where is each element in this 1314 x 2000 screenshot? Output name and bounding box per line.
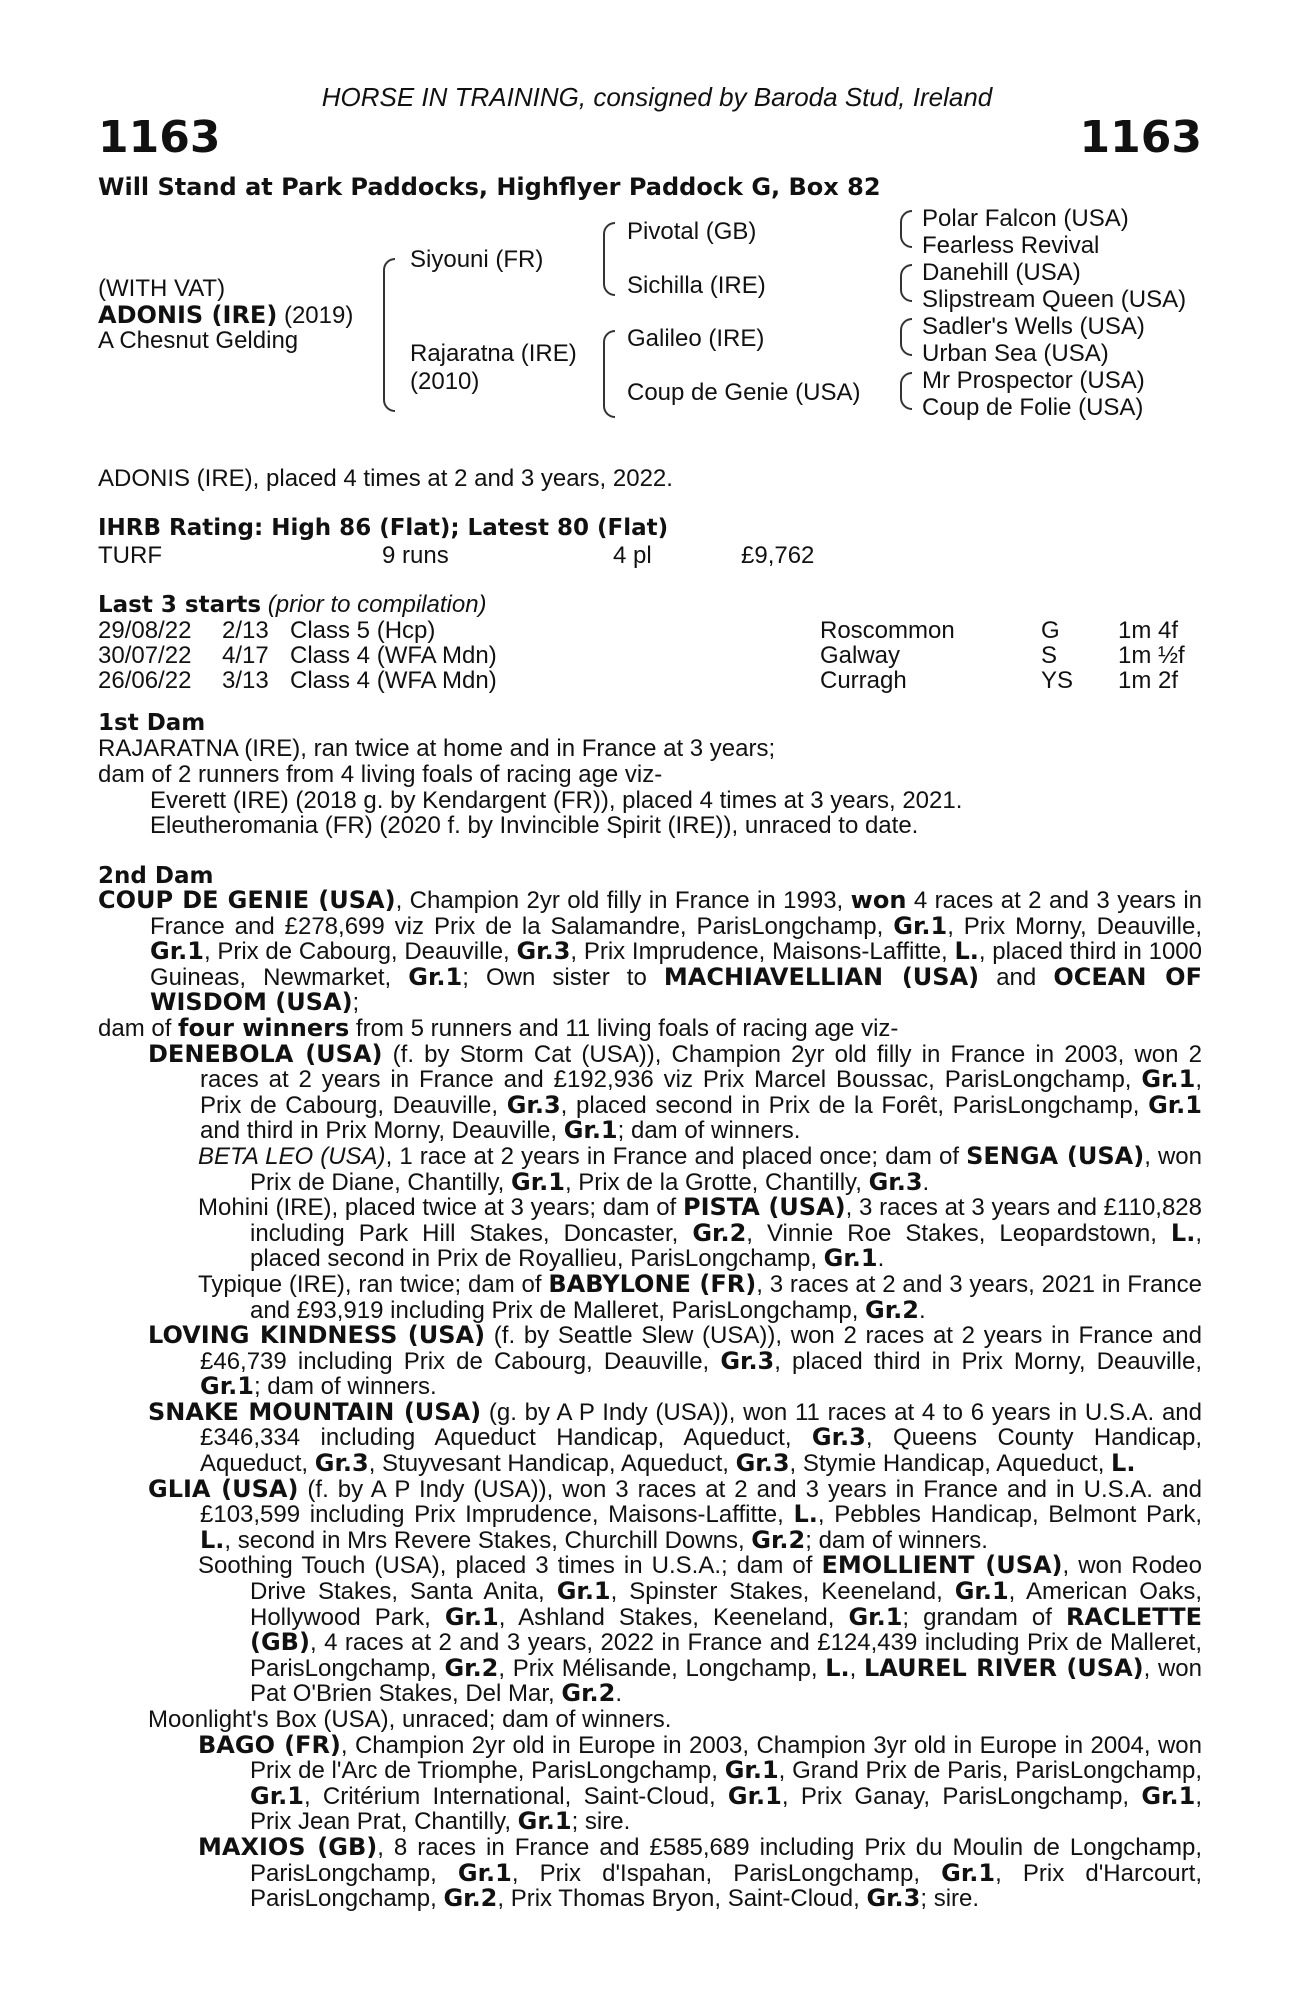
sd-sire: Danehill (USA) [922,259,1081,286]
start-distance: 1m ½f [1118,642,1185,669]
start-date: 26/06/22 [98,667,192,694]
ss-dam: Fearless Revival [922,232,1100,259]
first-dam-line1: RAJARATNA (IRE), ran twice at home and in France at 3 years; [98,735,776,762]
snake-mountain-entry: SNAKE MOUNTAIN (USA) (g. by A P Indy (USA)), won 11 races at 4 to 6 years in U.S.A. and £346,334 including Aqueduct Handicap, Aqueduct, Gr.3, Queens County Handicap, Aqueduct, Gr.3, Stuyvesant Handicap, Aqueduct, Gr.3, Stymie Handicap, Aqueduct, L. [148,1397,1203,1478]
first-dam-line2: dam of 2 runners from 4 living foals of racing age viz- [98,761,663,788]
start-position: 4/17 [222,642,269,669]
lot-number-left: 1163 [98,112,221,163]
denebola-entry: DENEBOLA (USA) (f. by Storm Cat (USA)), Champion 2yr old filly in France in 2003, won 2 races at 2 years in France and £192,936 viz Prix Marcel Boussac, ParisLongchamp, Gr.1, Prix de Cabourg, Deauville, Gr.3, placed second in Prix de la Forêt, ParisLongchamp, Gr.1 and third in Prix Morny, Deauville, Gr.1; dam of winners. [148,1039,1203,1145]
start-distance: 1m 2f [1118,667,1179,694]
dam-year: (2010) [410,368,480,395]
dd-sire: Mr Prospector (USA) [922,367,1145,394]
sire-brace [603,222,615,296]
summary: ADONIS (IRE), placed 4 times at 2 and 3 years, 2022. [98,465,673,492]
start-date: 29/08/22 [98,617,192,644]
first-dam-foal: Eleutheromania (FR) (2020 f. by Invincible Spirit (IRE)), unraced to date. [150,812,919,839]
start-course: Galway [820,642,901,669]
loving-kindness-entry: LOVING KINDNESS (USA) (f. by Seattle Slew (USA)), won 2 races at 2 years in France and £46,739 including Prix de Cabourg, Deauville, Gr.3, placed third in Prix Morny, Deauville, Gr.1; dam of winners. [148,1321,1202,1401]
start-course: Roscommon [820,617,955,644]
first-dam-foal: Everett (IRE) (2018 g. by Kendargent (FR)), placed 4 times at 3 years, 2021. [150,787,963,814]
dam-sire: Galileo (IRE) [627,325,765,352]
coup-de-genie-entry: COUP DE GENIE (USA), Champion 2yr old filly in France in 1993, won 4 races at 2 and 3 years in France and £278,699 viz Prix de la Salamandre, ParisLongchamp, Gr.1, Prix Morny, Deauville, Gr.1, Prix de Cabourg, Deauville, Gr.3, Prix Imprudence, Maisons-Laffitte, L., placed third in 1000 Guineas, Newmarket, Gr.1; Own sister to MACHIAVELLIAN (USA) and OCEAN OF WISDOM (USA); [98,886,1203,1017]
dam-dam: Coup de Genie (USA) [627,379,861,406]
consignment-line: HORSE IN TRAINING, consigned by Baroda Stud, Ireland [321,82,993,112]
dd-dam: Coup de Folie (USA) [922,394,1144,421]
beta-leo-entry: BETA LEO (USA), 1 race at 2 years in France and placed once; dam of SENGA (USA), won Prix de Diane, Chantilly, Gr.1, Prix de la Grotte, Chantilly, Gr.3. [198,1141,1202,1196]
start-position: 2/13 [222,617,269,644]
typique-entry: Typique (IRE), ran twice; dam of BABYLONE (FR), 3 races at 2 and 3 years, 2021 in France and £93,919 including Prix de Malleret, ParisLongchamp, Gr.2. [198,1269,1203,1324]
first-dam-title: 1st Dam [98,710,206,736]
rating-placed: 4 pl [613,542,652,569]
glia-entry: GLIA (USA) (f. by A P Indy (USA)), won 3 races at 2 and 3 years in France and in U.S.A. and £103,599 including Prix Imprudence, Maisons-Laffitte, L., Pebbles Handicap, Belmont Park, L., second in Mrs Revere Stakes, Churchill Downs, Gr.2; dam of winners. [148,1474,1202,1554]
second-dam-title: 2nd Dam [98,863,214,889]
bago-entry: BAGO (FR), Champion 2yr old in Europe in 2003, Champion 3yr old in Europe in 2004, won Prix de l'Arc de Triomphe, ParisLongchamp, Gr.1, Grand Prix de Paris, ParisLongchamp, Gr.1, Critérium International, Saint-Cloud, Gr.1, Prix Ganay, ParisLongchamp, Gr.1, Prix Jean Prat, Chantilly, Gr.1; sire. [198,1730,1202,1836]
vat-note: (WITH VAT) [98,275,226,302]
start-going: S [1041,642,1058,669]
start-going: YS [1041,667,1074,694]
lot-number-right: 1163 [1079,112,1202,163]
horse-description: A Chesnut Gelding [98,327,299,354]
second-dam-body [98,888,1202,1912]
horse-name: ADONIS (IRE) [98,301,278,329]
dam-of-line: dam of four winners from 5 runners and 11 living foals of racing age viz- [98,1013,899,1042]
starts-heading [98,591,487,619]
sd-dam: Slipstream Queen (USA) [922,286,1187,313]
dam-brace [603,330,615,418]
starts-note: (prior to compilation) [267,591,487,618]
horse-heading [98,301,353,330]
starts-title: Last 3 starts [98,592,262,618]
horse-year: (2019) [283,302,354,329]
dd-brace [900,372,912,410]
soothing-touch-entry: Soothing Touch (USA), placed 3 times in U.S.A.; dam of EMOLLIENT (USA), won Rodeo Drive Stakes, Santa Anita, Gr.1, Spinster Stakes, Keeneland, Gr.1, American Oaks, Hollywood Park, Gr.1, Ashland Stakes, Keeneland, Gr.1; grandam of RACLETTE (GB), 4 races at 2 and 3 years, 2022 in France and £124,439 including Prix de Malleret, ParisLongchamp, Gr.2, Prix Mélisande, Longchamp, L., LAUREL RIVER (USA), won Pat O'Brien Stakes, Del Mar, Gr.2. [198,1551,1203,1708]
ds-dam: Urban Sea (USA) [922,340,1109,367]
rating-surface: TURF [98,542,162,569]
ds-sire: Sadler's Wells (USA) [922,313,1145,340]
start-position: 3/13 [222,667,269,694]
moonlights-box-entry: Moonlight's Box (USA), unraced; dam of winners. [148,1706,672,1733]
start-going: G [1041,617,1060,644]
maxios-entry: MAXIOS (GB), 8 races in France and £585,689 including Prix du Moulin de Longchamp, ParisLongchamp, Gr.1, Prix d'Ispahan, ParisLongchamp, Gr.1, Prix d'Harcourt, ParisLongchamp, Gr.2, Prix Thomas Bryon, Saint-Cloud, Gr.3; sire. [198,1832,1202,1913]
rating-earnings: £9,762 [741,542,815,569]
pedigree-brace [383,258,395,412]
start-course: Curragh [820,667,907,694]
sire: Siyouni (FR) [410,246,544,273]
mohini-entry: Mohini (IRE), placed twice at 3 years; dam of PISTA (USA), 3 races at 3 years and £110,828 including Park Hill Stakes, Doncaster, Gr.2, Vinnie Roe Stakes, Leopardstown, L., placed second in Prix de Royallieu, ParisLongchamp, Gr.1. [198,1193,1203,1273]
start-race: Class 4 (WFA Mdn) [290,642,497,669]
ss-brace [900,210,912,248]
ss-sire: Polar Falcon (USA) [922,205,1129,232]
sire-sire: Pivotal (GB) [627,218,757,245]
rating-runs: 9 runs [382,542,449,569]
stand-location: Will Stand at Park Paddocks, Highflyer Paddock G, Box 82 [98,173,881,201]
sd-brace [900,264,912,302]
start-race: Class 4 (WFA Mdn) [290,667,497,694]
rating-title: IHRB Rating: High 86 (Flat); Latest 80 (Flat) [98,515,669,541]
start-date: 30/07/22 [98,642,192,669]
start-distance: 1m 4f [1118,617,1179,644]
dam: Rajaratna (IRE) [410,340,577,367]
sire-dam: Sichilla (IRE) [627,272,766,299]
start-race: Class 5 (Hcp) [290,617,436,644]
ds-brace [900,318,912,356]
